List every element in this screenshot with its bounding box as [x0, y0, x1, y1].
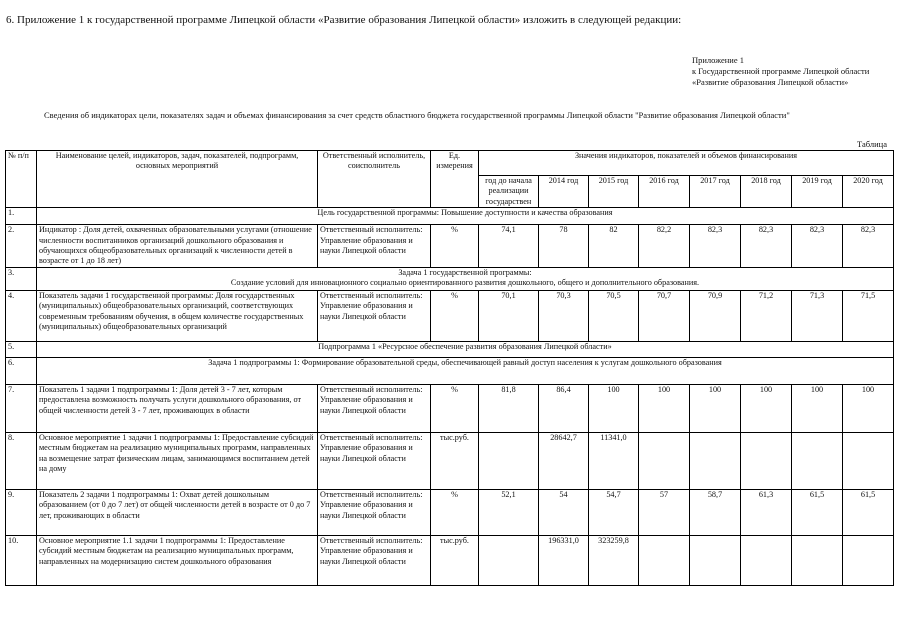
- row-num: 3.: [6, 267, 37, 290]
- row-value: 71,5: [843, 290, 894, 341]
- table-row: [6, 489, 894, 535]
- appendix-line-1: Приложение 1: [692, 55, 744, 65]
- row-value: 78: [539, 225, 589, 268]
- row-value: [479, 535, 539, 585]
- row-num: 8.: [6, 432, 37, 489]
- row-value: 61,5: [792, 489, 843, 535]
- row-value: 11341,0: [589, 432, 639, 489]
- row-name: Показатель 2 задачи 1 подпрограммы 1: Охват детей дошкольным образованием (от 0 до 7 лет) от общей численности детей в возрасте от 0 до 7 лет, проживающих в области: [37, 489, 318, 535]
- row-value: 82,3: [843, 225, 894, 268]
- row-value: [843, 535, 894, 585]
- header-year: 2019 год: [792, 176, 843, 208]
- row-value: [690, 535, 741, 585]
- row-num: 9.: [6, 489, 37, 535]
- row-num: 5.: [6, 341, 37, 357]
- table-row: [6, 225, 894, 268]
- row-unit: %: [431, 225, 479, 268]
- row-value: 70,5: [589, 290, 639, 341]
- section-title: Подпрограмма 1 «Ресурсное обеспечение развития образования Липецкой области»: [318, 341, 612, 351]
- row-name: Основное мероприятие 1 задачи 1 подпрограммы 1: Предоставление субсидий местным бюджетам на реализацию муниципальных программ, направленных на возмещение затрат физическим лицам, занимающимся воспитанием детей на дому: [37, 432, 318, 489]
- row-value: 81,8: [479, 384, 539, 432]
- row-value: 82,3: [792, 225, 843, 268]
- appendix-line-2: к Государственной программе Липецкой области: [692, 66, 870, 76]
- document-heading: 6. Приложение 1 к государственной программе Липецкой области «Развитие образования Липецкой области» изложить в следующей редакции:: [6, 14, 682, 26]
- row-value: 100: [639, 384, 690, 432]
- section-title: Задача 1 подпрограммы 1: Формирование образовательной среды, обеспечивающей равный доступ населения к услугам дошкольного образования: [208, 357, 722, 367]
- table-label: Таблица: [857, 139, 887, 149]
- row-value: 82,2: [639, 225, 690, 268]
- row-responsible: Ответственный исполнитель: Управление образования и науки Липецкой области: [318, 290, 431, 341]
- row-unit: %: [431, 489, 479, 535]
- table-row: [6, 357, 894, 384]
- row-responsible: Ответственный исполнитель: Управление образования и науки Липецкой области: [318, 489, 431, 535]
- row-value: 57: [639, 489, 690, 535]
- header-name: Наименование целей, индикаторов, задач, показателей, подпрограмм, основных мероприятий: [37, 151, 318, 208]
- row-value: 86,4: [539, 384, 589, 432]
- row-name: Основное мероприятие 1.1 задачи 1 подпрограммы 1: Предоставление субсидий местным бюджетам на реализацию муниципальных программ, направленных на модернизацию систем дошкольного образования: [37, 535, 318, 585]
- row-responsible: Ответственный исполнитель: Управление образования и науки Липецкой области: [318, 225, 431, 268]
- row-value: 100: [843, 384, 894, 432]
- row-value: 323259,8: [589, 535, 639, 585]
- row-value: 54: [539, 489, 589, 535]
- row-responsible: Ответственный исполнитель: Управление образования и науки Липецкой области: [318, 432, 431, 489]
- row-responsible: Ответственный исполнитель: Управление образования и науки Липецкой области: [318, 535, 431, 585]
- section-subtitle: Создание условий для инновационного социально ориентированного развития дошкольного, общего и дополнительного образования.: [230, 278, 700, 288]
- table-row: [6, 208, 894, 225]
- table-row: [6, 341, 894, 357]
- row-unit: %: [431, 290, 479, 341]
- row-num: 2.: [6, 225, 37, 268]
- row-value: 28642,7: [539, 432, 589, 489]
- row-responsible: Ответственный исполнитель: Управление образования и науки Липецкой области: [318, 384, 431, 432]
- row-value: [690, 432, 741, 489]
- row-value: 100: [741, 384, 792, 432]
- row-value: 58,7: [690, 489, 741, 535]
- row-value: [741, 432, 792, 489]
- table-row: [6, 267, 894, 290]
- row-unit: %: [431, 384, 479, 432]
- table-row: [6, 290, 894, 341]
- row-value: [639, 535, 690, 585]
- header-year: 2016 год: [639, 176, 690, 208]
- section-title-cell: [37, 357, 894, 384]
- row-num: 4.: [6, 290, 37, 341]
- row-num: 10.: [6, 535, 37, 585]
- section-title: Цель государственной программы: Повышение доступности и качества образования: [317, 208, 613, 218]
- row-value: 71,3: [792, 290, 843, 341]
- row-value: [741, 535, 792, 585]
- row-value: 82,3: [741, 225, 792, 268]
- header-year: 2014 год: [539, 176, 589, 208]
- appendix-line-3: «Развитие образования Липецкой области»: [692, 77, 849, 87]
- row-value: 100: [792, 384, 843, 432]
- row-value: 82: [589, 225, 639, 268]
- row-value: 70,7: [639, 290, 690, 341]
- row-value: 70,1: [479, 290, 539, 341]
- table-row: [6, 384, 894, 432]
- row-num: 7.: [6, 384, 37, 432]
- section-title-cell: [37, 267, 894, 290]
- section-title-cell: [37, 208, 894, 225]
- row-name: Показатель задачи 1 государственной программы: Доля государственных (муниципальных) общеобразовательных организаций, соответствующих современным требованиям обучения, в общем количестве государственных (муниципальных) общеобразовательных организаций: [37, 290, 318, 341]
- row-value: 100: [690, 384, 741, 432]
- row-name: Индикатор : Доля детей, охваченных образовательными услугами (отношение численности воспитанников организаций дошкольного образования и обучающихся общеобразовательных организаций к численности детей в возрасте от 1 до 18 лет): [37, 225, 318, 268]
- row-value: [639, 432, 690, 489]
- row-value: [792, 432, 843, 489]
- header-unit: Ед. измерения: [431, 151, 479, 208]
- header-responsible: Ответственный исполнитель, соисполнитель: [318, 151, 431, 208]
- section-title-cell: [37, 341, 894, 357]
- row-value: [479, 432, 539, 489]
- indicators-table: [5, 150, 894, 586]
- row-unit: тыс.руб.: [431, 535, 479, 585]
- header-num: № п/п: [6, 151, 37, 208]
- row-value: 61,5: [843, 489, 894, 535]
- header-year: 2020 год: [843, 176, 894, 208]
- row-value: [843, 432, 894, 489]
- table-row: [6, 432, 894, 489]
- header-year: 2015 год: [589, 176, 639, 208]
- row-value: 52,1: [479, 489, 539, 535]
- section-title: Задача 1 государственной программы:: [398, 267, 532, 277]
- row-value: [792, 535, 843, 585]
- header-year: 2017 год: [690, 176, 741, 208]
- row-num: 6.: [6, 357, 37, 384]
- row-value: 196331,0: [539, 535, 589, 585]
- row-unit: тыс.руб.: [431, 432, 479, 489]
- row-name: Показатель 1 задачи 1 подпрограммы 1: Доля детей 3 - 7 лет, которым предоставлена возможность получать услуги дошкольного образования, от общей численности детей 3 - 7 лет, проживающих в области: [37, 384, 318, 432]
- row-value: 70,9: [690, 290, 741, 341]
- row-value: 82,3: [690, 225, 741, 268]
- row-value: 100: [589, 384, 639, 432]
- header-year: год до начала реализации государствен: [479, 176, 539, 208]
- row-value: 71,2: [741, 290, 792, 341]
- header-values-group: Значения индикаторов, показателей и объемов финансирования: [479, 151, 894, 176]
- row-value: 74,1: [479, 225, 539, 268]
- row-value: 54,7: [589, 489, 639, 535]
- table-title: Сведения об индикаторах цели, показателях задач и объемах финансирования за счет средств областного бюджета государственной программы Липецкой области "Развитие образования Липецкой области": [44, 110, 790, 120]
- table-row: [6, 535, 894, 585]
- row-num: 1.: [6, 208, 37, 225]
- row-value: 61,3: [741, 489, 792, 535]
- row-value: 70,3: [539, 290, 589, 341]
- header-year: 2018 год: [741, 176, 792, 208]
- appendix-caption: [692, 55, 869, 88]
